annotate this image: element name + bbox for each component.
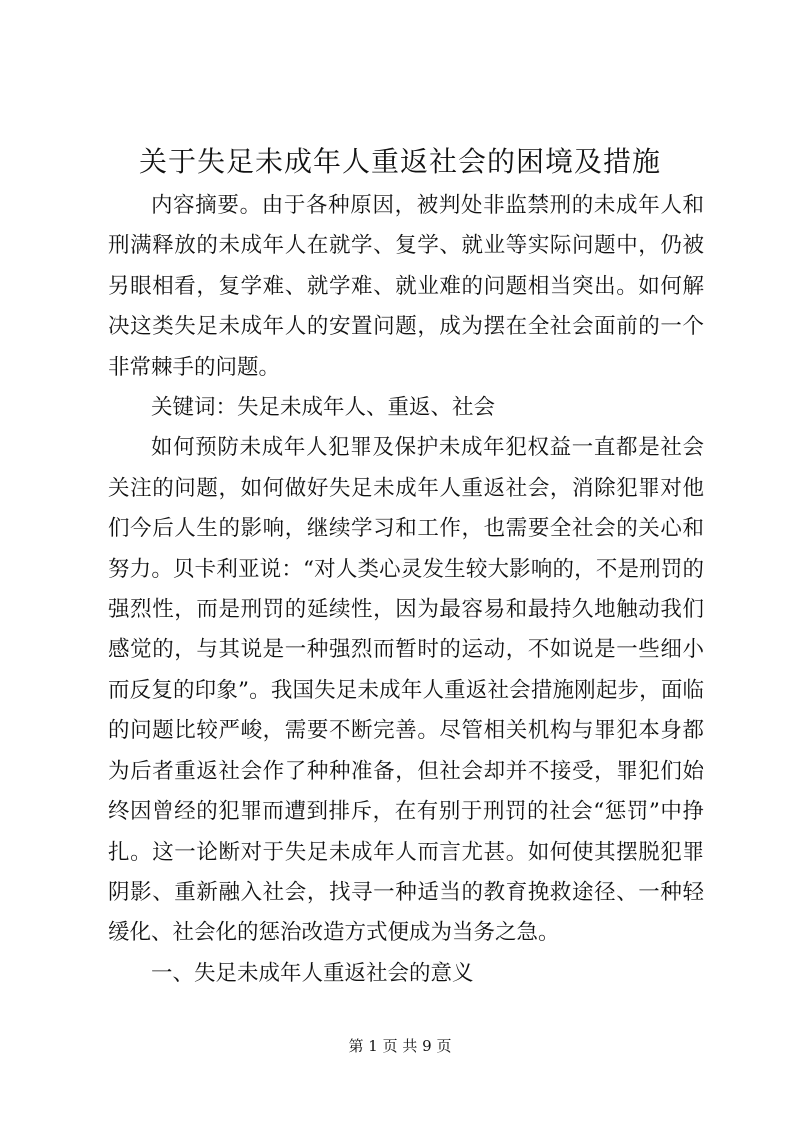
intro-paragraph: 如何预防未成年人犯罪及保护未成年犯权益一直都是社会关注的问题，如何做好失足未成年人重返社会，消除犯罪对他们今后人生的影响，继续学习和工作，也需要全社会的关心和努力。贝卡利亚说：“对人类心灵发生较大影响的，不是刑罚的强烈性，而是刑罚的延续性，因为最容易和最持久地触动我们感觉的，与其说是一种强烈而暂时的运动，不如说是一些细小而反复的印象”。我国失足未成年人重返社会措施刚起步，面临的问题比较严峻，需要不断完善。尽管相关机构与罪犯本身都为后者重返社会作了种种准备，但社会却并不接受，罪犯们始终因曾经的犯罪而遭到排斥，在有别于刑罚的社会“惩罚”中挣扎。这一论断对于失足未成年人而言尤甚。如何使其摆脱犯罪阴影、重新融入社会，找寻一种适当的教育挽救途径、一种轻缓化、社会化的惩治改造方式便成为当务之急。 [108, 435, 704, 946]
keywords-paragraph: 关键词：失足未成年人、重返、社会 [151, 395, 496, 421]
page-number-footer: 第 1 页 共 9 页 [348, 1037, 452, 1055]
abstract-paragraph: 内容摘要。由于各种原因，被判处非监禁刑的未成年人和刑满释放的未成年人在就学、复学、就业等实际问题中，仍被另眼相看，复学难、就学难、就业难的问题相当突出。如何解决这类失足未成年人的安置问题，成为摆在全社会面前的一个非常棘手的问题。 [108, 193, 704, 380]
document-body [108, 186, 704, 994]
section-heading: 一、失足未成年人重返社会的意义 [151, 960, 474, 986]
document-title: 关于失足未成年人重返社会的困境及措施 [138, 145, 661, 178]
